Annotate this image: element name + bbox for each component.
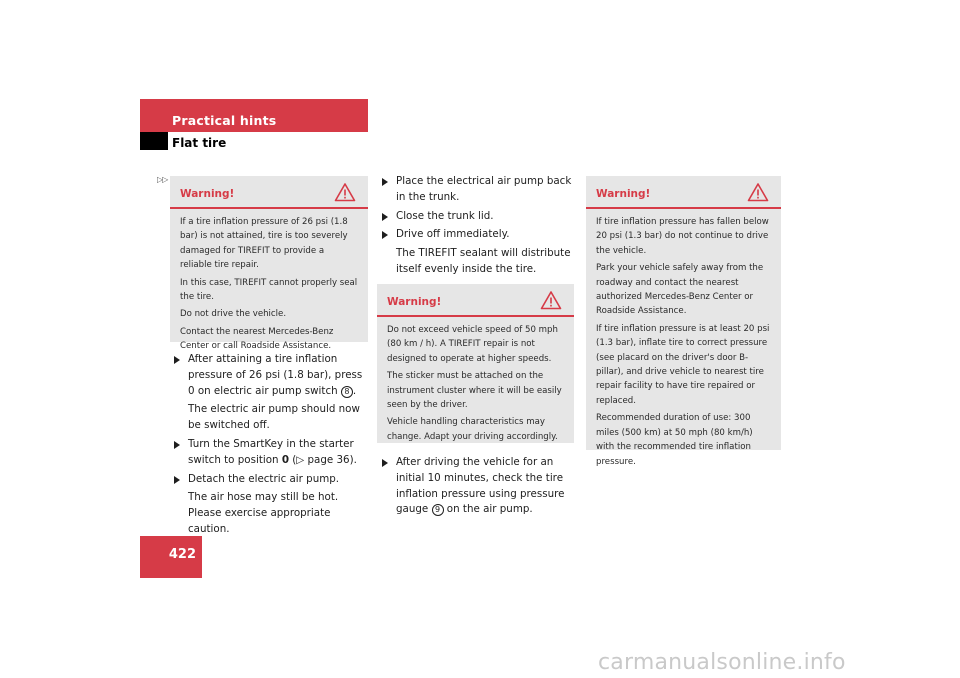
warning-header — [377, 284, 574, 317]
warning-box-1 — [170, 176, 368, 352]
step-note: The air hose may still be hot. Please exercise appropriate caution. — [188, 491, 339, 535]
step-text-end: on the air pump. — [443, 503, 533, 516]
warning-text: The sticker must be attached on the instrument cluster where it will be easily seen by the driver. — [387, 371, 562, 411]
bullet-arrow-icon — [382, 213, 388, 221]
step-text-end: . — [352, 384, 357, 397]
instructions-column-2-bottom — [381, 455, 576, 521]
instruction-step — [381, 227, 576, 243]
step-text: Turn the SmartKey in the starter switch to position — [188, 437, 354, 466]
warning-box-3 — [586, 176, 781, 467]
step-note: The TIREFIT sealant will distribute itself evenly inside the tire. — [396, 247, 571, 275]
instruction-step — [173, 437, 369, 469]
warning-title: Warning! — [180, 188, 235, 200]
page-number: 422 — [168, 547, 196, 562]
instructions-column-2 — [381, 174, 576, 281]
section-title: Practical hints — [172, 113, 277, 128]
warning-triangle-icon — [540, 290, 562, 310]
page-number-box — [140, 536, 202, 578]
warning-title: Warning! — [596, 188, 651, 200]
warning-text: Vehicle handling characteristics may change. Adapt your driving accordingly. — [387, 417, 558, 442]
continuation-marker: ▷▷ — [157, 175, 168, 184]
bullet-arrow-icon — [382, 459, 388, 467]
bullet-arrow-icon — [382, 231, 388, 239]
warning-text: If tire inflation pressure is at least 20 psi (1.3 bar), inflate tire to correct pressure (see placard on the driver's door B-pillar), and drive vehicle to nearest tire repair facility to have tire repaired or replaced. — [596, 323, 770, 406]
warning-header — [170, 176, 368, 209]
step-text: Drive off immediately. — [396, 228, 510, 241]
bullet-arrow-icon — [174, 441, 180, 449]
instructions-column-1 — [173, 352, 369, 541]
step-text: Close the trunk lid. — [396, 209, 494, 222]
warning-triangle-icon — [747, 182, 769, 202]
step-text: Place the electrical air pump back in the trunk. — [396, 175, 572, 203]
watermark-text: carmanualsonline.info — [598, 650, 846, 675]
subsection-title: Flat tire — [172, 136, 227, 150]
warning-triangle-icon — [334, 182, 356, 202]
instruction-step — [173, 472, 369, 488]
warning-text: If tire inflation pressure has fallen below 20 psi (1.3 bar) do not continue to drive the vehicle. — [596, 217, 769, 256]
warning-text: Do not drive the vehicle. — [180, 309, 287, 320]
warning-text: Recommended duration of use: 300 miles (500 km) at 50 mph (80 km/h) with the recommended tire inflation pressure. — [596, 413, 753, 467]
bullet-arrow-icon — [174, 356, 180, 364]
subsection-marker — [140, 132, 168, 150]
bullet-arrow-icon — [174, 476, 180, 484]
warning-text: In this case, TIREFIT cannot properly seal the tire. — [180, 277, 358, 303]
warning-title: Warning! — [387, 296, 442, 308]
callout-number: 8 — [341, 386, 353, 398]
warning-text: If a tire inflation pressure of 26 psi (1.8 bar) is not attained, tire is too severely damaged for TIREFIT to provide a reliable tire repair. — [180, 217, 348, 271]
callout-number: 9 — [432, 504, 444, 516]
instruction-step — [381, 455, 576, 518]
step-text: Detach the electric air pump. — [188, 472, 340, 485]
warning-box-2 — [377, 284, 574, 443]
page-reference: (▷ page 36). — [289, 453, 357, 466]
warning-text: Do not exceed vehicle speed of 50 mph (80 km / h). A TIREFIT repair is not designed to operate at higher speeds. — [387, 325, 558, 364]
bullet-arrow-icon — [382, 178, 388, 186]
warning-header — [586, 176, 781, 209]
instruction-step — [381, 209, 576, 225]
key-position: 0 — [281, 453, 289, 466]
warning-text: Contact the nearest Mercedes-Benz Center or call Roadside Assistance. — [180, 326, 334, 352]
step-text: After driving the vehicle for an initial 10 minutes, check the tire inflation pressure using pressure gauge — [396, 456, 565, 516]
step-note: The electric air pump should now be switched off. — [188, 403, 360, 432]
instruction-step — [173, 352, 369, 399]
warning-text: Park your vehicle safely away from the roadway and contact the nearest authorized Mercedes-Benz Center or Roadside Assistance. — [596, 263, 764, 317]
instruction-step — [381, 174, 576, 206]
step-text: After attaining a tire inflation pressure of 26 psi (1.8 bar), press 0 on electric air pump switch — [188, 353, 363, 397]
